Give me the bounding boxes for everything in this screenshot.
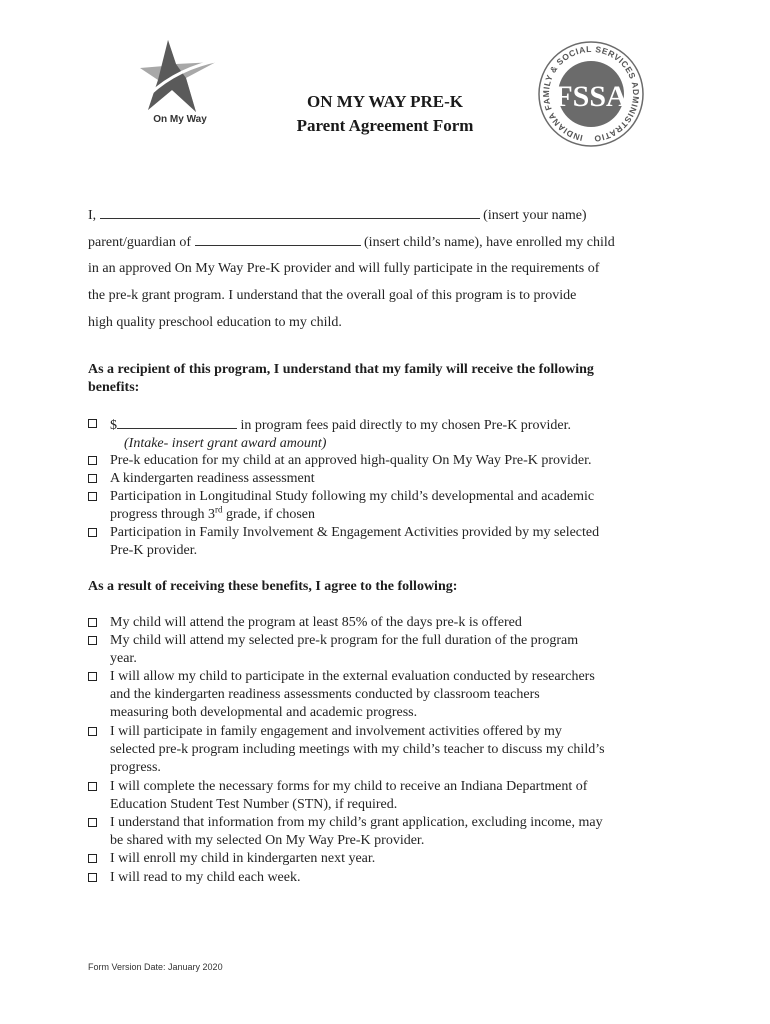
benefit-text: Pre-k education for my child at an approved high-quality On My Way Pre-K provider. xyxy=(110,453,592,468)
agreement-line-4: the pre-k grant program. I understand that the overall goal of this program is to provide xyxy=(88,288,577,303)
title-line-1: ON MY WAY PRE-K xyxy=(307,92,463,111)
benefit-text: Participation in Longitudinal Study following my child’s developmental and academic xyxy=(110,489,595,504)
benefit-text: Participation in Family Involvement & Engagement Activities provided by my selected xyxy=(110,525,600,540)
checkbox[interactable] xyxy=(88,474,97,483)
agreement-text: I understand that information from my child’s grant application, excluding income, may xyxy=(110,815,603,830)
agreement-text: I will participate in family engagement and involvement activities offered by my xyxy=(110,724,562,739)
seal-ring-text: INDIANA FAMILY & SOCIAL SERVICES ADMINISTRATIO xyxy=(541,43,642,145)
name-line xyxy=(88,205,587,226)
form-version-date: Form Version Date: January 2020 xyxy=(88,962,223,972)
checkbox[interactable] xyxy=(88,492,97,501)
benefits-heading xyxy=(88,361,594,397)
fees-note: (Intake- insert grant award amount) xyxy=(124,436,327,451)
fees-prefix: $ xyxy=(110,418,117,433)
checkbox[interactable] xyxy=(88,672,97,681)
agreements-heading: As a result of receiving these benefits, I agree to the following: xyxy=(88,579,458,594)
fssa-seal xyxy=(532,40,650,148)
agreement-text: I will enroll my child in kindergarten next year. xyxy=(110,851,376,866)
agreement-line-5: high quality preschool education to my child. xyxy=(88,315,342,330)
checkbox[interactable] xyxy=(88,782,97,791)
benefits-heading-line-2: benefits: xyxy=(88,380,140,395)
child-prefix: parent/guardian of xyxy=(88,235,192,250)
agreement-text-cont: year. xyxy=(110,651,137,666)
checkbox[interactable] xyxy=(88,636,97,645)
checkbox[interactable] xyxy=(88,618,97,627)
child-name-blank[interactable] xyxy=(195,232,361,246)
agreement-text: I will complete the necessary forms for my child to receive an Indiana Department of xyxy=(110,779,588,794)
study-prefix: progress through 3 xyxy=(110,507,215,522)
study-suffix: grade, if chosen xyxy=(222,507,316,522)
study-sup: rd xyxy=(215,504,223,515)
child-line xyxy=(88,232,615,253)
fssa-seal-icon xyxy=(532,40,650,148)
title-block xyxy=(250,90,520,138)
agreement-text: I will allow my child to participate in the external evaluation conducted by researchers xyxy=(110,669,595,684)
agreement-text-cont: be shared with my selected On My Way Pre-K provider. xyxy=(110,833,425,848)
agreement-line-3: in an approved On My Way Pre-K provider and will fully participate in the requirements of xyxy=(88,261,600,276)
benefit-text-cont: Pre-K provider. xyxy=(110,543,198,558)
star-icon xyxy=(138,38,222,116)
name-hint: (insert your name) xyxy=(483,208,587,223)
benefits-heading-line-1: As a recipient of this program, I understand that my family will receive the following xyxy=(88,362,594,377)
seal-letters: FSSA xyxy=(554,80,628,113)
parent-name-blank[interactable] xyxy=(100,205,480,219)
agreement-text-cont: selected pre-k program including meetings with my child’s teacher to discuss my child’s xyxy=(110,742,605,757)
agreement-text-cont: progress. xyxy=(110,760,161,775)
title-line-2: Parent Agreement Form xyxy=(296,116,474,135)
checkbox[interactable] xyxy=(88,456,97,465)
agreement-text: My child will attend the program at least 85% of the days pre-k is offered xyxy=(110,615,522,630)
agreement-text: My child will attend my selected pre-k program for the full duration of the program xyxy=(110,633,579,648)
checkbox[interactable] xyxy=(88,873,97,882)
checkbox[interactable] xyxy=(88,854,97,863)
on-my-way-logo xyxy=(130,38,230,130)
checkbox[interactable] xyxy=(88,419,97,428)
logo-caption: On My Way xyxy=(153,114,207,125)
benefit-text: A kindergarten readiness assessment xyxy=(110,471,315,486)
fees-text: in program fees paid directly to my chosen Pre-K provider. xyxy=(240,418,571,433)
agreement-text: I will read to my child each week. xyxy=(110,870,301,885)
child-hint: (insert child’s name), have enrolled my child xyxy=(364,235,615,250)
agreement-text-cont: measuring both developmental and academic progress. xyxy=(110,705,418,720)
checkbox[interactable] xyxy=(88,818,97,827)
agreement-text-cont: and the kindergarten readiness assessments conducted by classroom teachers xyxy=(110,687,540,702)
agreement-text-cont: Education Student Test Number (STN), if required. xyxy=(110,797,398,812)
name-prefix: I, xyxy=(88,208,97,223)
grant-amount-blank[interactable] xyxy=(117,415,237,429)
checkbox[interactable] xyxy=(88,528,97,537)
benefit-text-cont xyxy=(110,506,688,524)
checkbox[interactable] xyxy=(88,727,97,736)
